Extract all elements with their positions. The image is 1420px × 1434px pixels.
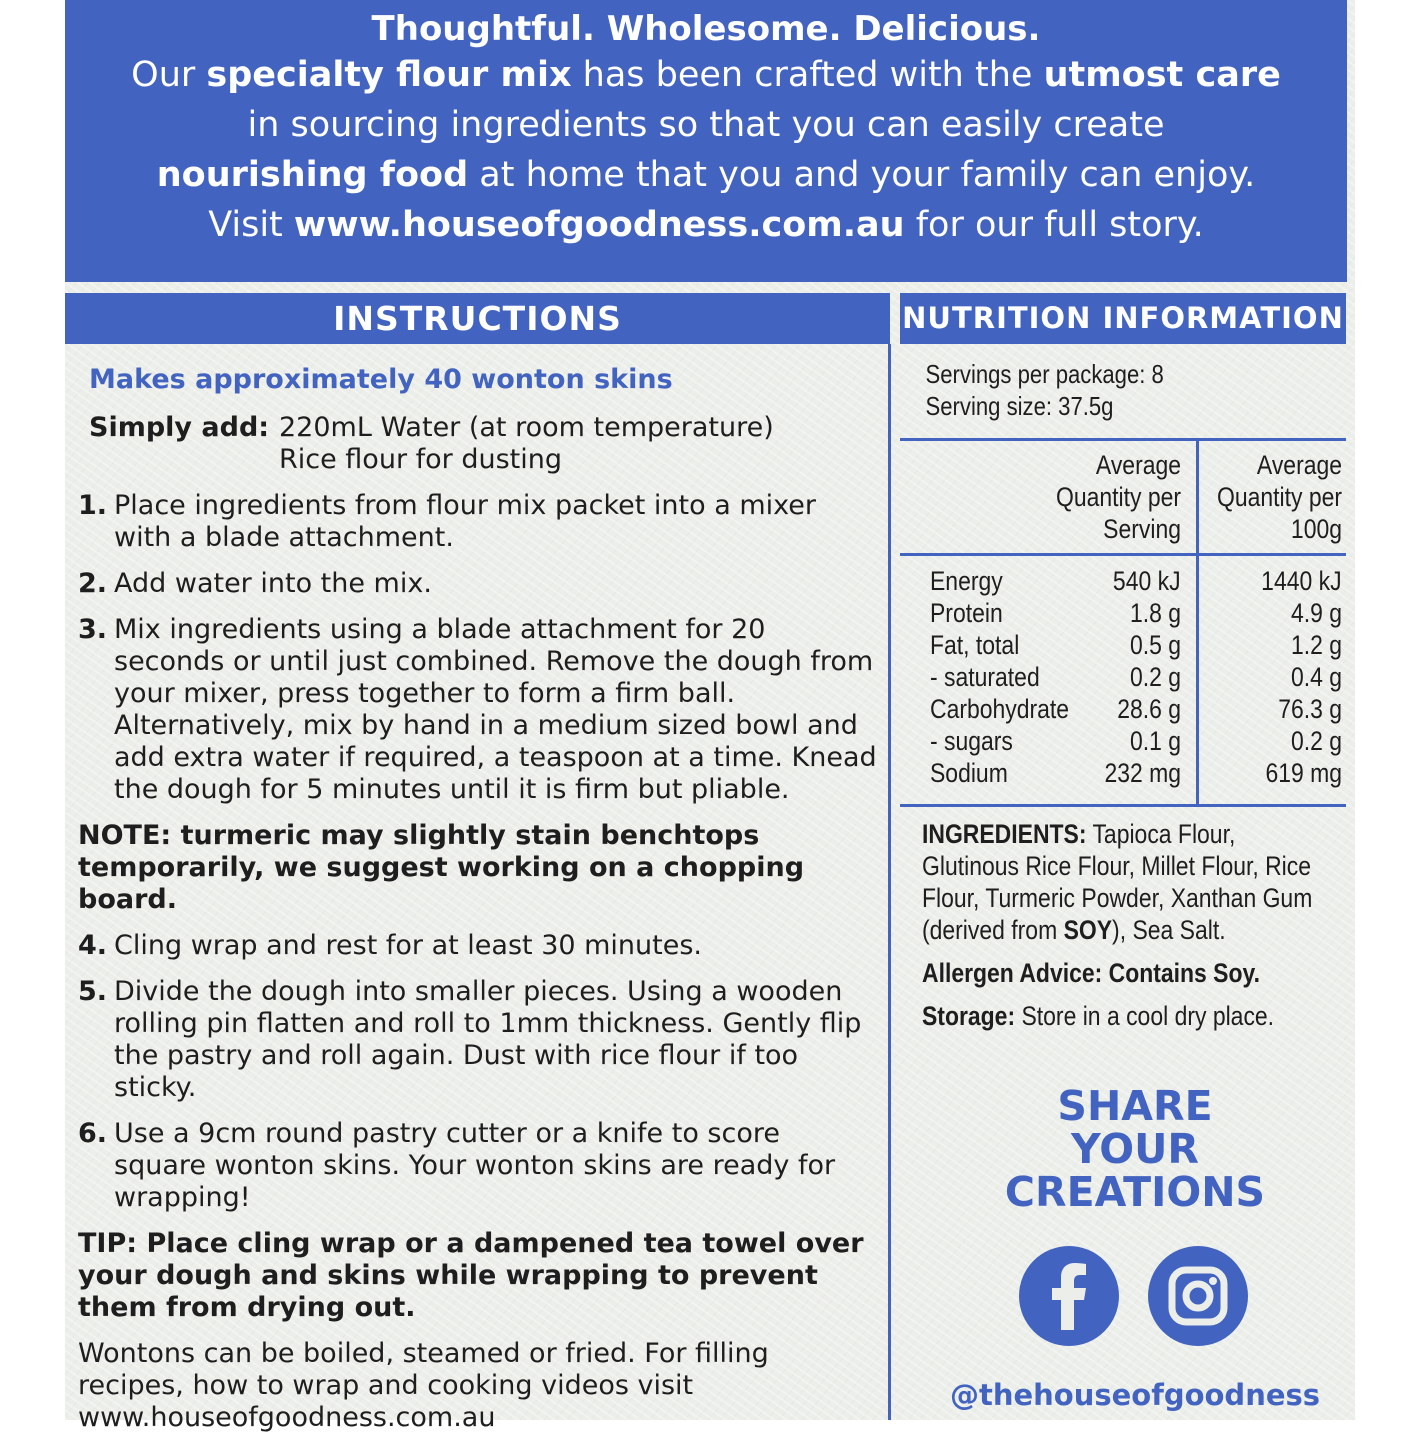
value-per-100g: 1440 kJ xyxy=(1261,566,1342,596)
value-per-serving: 28.6 g xyxy=(1117,694,1181,724)
simply-add-item: Rice flour for dusting xyxy=(279,444,562,475)
step-text: Use a 9cm round pastry cutter or a knife to score square wonton skins. Your wonton skins are ready for wrapping! xyxy=(114,1118,836,1213)
step-1 xyxy=(78,490,878,554)
step-2 xyxy=(78,568,878,600)
social-handle[interactable]: @thehouseofgoodness xyxy=(949,1378,1321,1412)
ingredients-list: Tapioca Flour, Glutinous Rice Flour, Millet Flour, Rice Flour, Turmeric Powder, Xanthan Gum (derived from xyxy=(922,819,1313,945)
yield-text: Makes approximately 40 wonton skins xyxy=(89,364,673,395)
banner-line-2: in sourcing ingredients so that you can easily create xyxy=(247,105,1165,145)
nutrient-name: Fat, total xyxy=(930,630,1020,660)
instagram-glyph xyxy=(1148,1246,1248,1346)
step-text: Place ingredients from flour mix packet into a mixer with a blade attachment. xyxy=(114,490,817,553)
value-per-serving: 232 mg xyxy=(1104,758,1181,788)
nutrition-rows xyxy=(900,565,1346,789)
header-line: Average xyxy=(1095,450,1181,480)
value-per-100g: 0.4 g xyxy=(1290,662,1342,692)
banner-text: at home that you and your family can enjoy. xyxy=(468,155,1256,195)
ingredients-text xyxy=(922,818,1330,946)
facebook-glyph xyxy=(1019,1246,1119,1346)
banner-text: for our full story. xyxy=(904,205,1204,245)
nutrition-section xyxy=(900,358,1346,1031)
table-row xyxy=(900,597,1346,629)
simply-add-item: 220mL Water (at room temperature) xyxy=(279,412,774,443)
storage-label: Storage: xyxy=(922,1001,1016,1031)
header-line: Serving xyxy=(1103,514,1181,544)
nutrient-name: - saturated xyxy=(930,662,1040,692)
tip-text: TIP: Place cling wrap or a dampened tea towel over your dough and skins while wrapping to prevent them from drying out. xyxy=(78,1228,864,1323)
value-per-100g: 76.3 g xyxy=(1278,694,1342,724)
value-per-100g: 1.2 g xyxy=(1290,630,1342,660)
share-line: CREATIONS xyxy=(1004,1168,1266,1216)
header-banner xyxy=(65,0,1347,282)
share-heading xyxy=(985,1082,1285,1216)
instructions-section xyxy=(78,360,878,1434)
simply-add-items xyxy=(279,412,774,476)
value-per-100g: 0.2 g xyxy=(1290,726,1342,756)
step-text: Divide the dough into smaller pieces. Using a wooden rolling pin flatten and roll to 1mm thickness. Gently flip the pastry and roll again. Dust with rice flour if too sticky. xyxy=(114,976,862,1103)
note-text: NOTE: turmeric may slightly stain benchtops temporarily, we suggest working on a chopping board. xyxy=(78,820,805,915)
value-per-serving: 540 kJ xyxy=(1113,566,1181,596)
value-per-serving: 0.5 g xyxy=(1129,630,1181,660)
nutrition-table xyxy=(900,438,1346,807)
banner-text-bold: specialty flour mix xyxy=(206,55,572,95)
ingredients-label: INGREDIENTS: xyxy=(922,819,1087,849)
header-line: 100g xyxy=(1290,514,1342,544)
step-4 xyxy=(78,930,878,962)
instagram-icon[interactable] xyxy=(1148,1246,1248,1346)
column-header-serving xyxy=(994,449,1181,545)
step-number: 6. xyxy=(78,1118,108,1149)
step-number: 1. xyxy=(78,490,108,521)
allergen-soy: SOY xyxy=(1063,915,1113,945)
table-row xyxy=(900,661,1346,693)
serving-size: Serving size: 37.5g xyxy=(925,391,1114,421)
facebook-icon[interactable] xyxy=(1019,1246,1119,1346)
share-line: SHARE xyxy=(1057,1082,1213,1130)
nutrient-name: - sugars xyxy=(930,726,1013,756)
banner-text-bold: nourishing food xyxy=(156,155,469,195)
banner-line-1 xyxy=(65,50,1347,100)
servings-per-package: Servings per package: 8 xyxy=(925,359,1164,389)
step-3 xyxy=(78,614,878,806)
column-divider xyxy=(888,344,891,1420)
step-text: Mix ingredients using a blade attachment for 20 seconds or until just combined. Remove the dough from your mixer, press together to form a firm ball. Alternatively, mix by hand in a medium sized bowl and add extra water if required, a teaspoon at a time. Knead the dough for 5 minutes until it is firm but pliable. xyxy=(114,614,877,805)
banner-line-3 xyxy=(65,150,1347,200)
banner-line-4 xyxy=(65,200,1347,250)
nutrition-heading: NUTRITION INFORMATION xyxy=(900,293,1346,344)
instructions-heading: INSTRUCTIONS xyxy=(65,293,890,344)
step-number: 5. xyxy=(78,976,108,1007)
table-row xyxy=(900,725,1346,757)
value-per-100g: 4.9 g xyxy=(1290,598,1342,628)
banner-text: Our xyxy=(131,55,207,95)
table-row xyxy=(900,565,1346,597)
storage-text xyxy=(922,1001,1274,1032)
website-link[interactable]: www.houseofgoodness.com.au xyxy=(293,205,905,245)
simply-add xyxy=(89,412,878,476)
banner-text: has been crafted with the xyxy=(571,55,1044,95)
value-per-100g: 619 mg xyxy=(1265,758,1342,788)
step-text: Cling wrap and rest for at least 30 minutes. xyxy=(114,930,703,961)
share-line: YOUR xyxy=(1071,1125,1199,1173)
step-number: 3. xyxy=(78,614,108,645)
step-text: Add water into the mix. xyxy=(114,568,432,599)
value-per-serving: 0.2 g xyxy=(1129,662,1181,692)
step-5 xyxy=(78,976,878,1104)
table-row xyxy=(900,757,1346,789)
allergen-advice: Allergen Advice: Contains Soy. xyxy=(922,958,1260,988)
header-line: Quantity per xyxy=(1216,482,1342,512)
banner-text: Visit xyxy=(208,205,294,245)
step-number: 2. xyxy=(78,568,108,599)
banner-headline: Thoughtful. Wholesome. Delicious. xyxy=(371,9,1041,49)
step-number: 4. xyxy=(78,930,108,961)
table-header-divider xyxy=(900,553,1346,556)
table-row xyxy=(900,693,1346,725)
nutrient-name: Protein xyxy=(930,598,1003,628)
closing-text: Wontons can be boiled, steamed or fried. For filling recipes, how to wrap and cooking videos visit www.houseofgoodness.com.au xyxy=(78,1338,769,1433)
ingredients-list-end: ), Sea Salt. xyxy=(1112,915,1226,945)
value-per-serving: 1.8 g xyxy=(1129,598,1181,628)
header-line: Quantity per xyxy=(1055,482,1181,512)
nutrient-name: Sodium xyxy=(930,758,1008,788)
value-per-serving: 0.1 g xyxy=(1129,726,1181,756)
column-header-100g xyxy=(1155,449,1342,545)
header-line: Average xyxy=(1256,450,1342,480)
step-6 xyxy=(78,1118,878,1214)
table-row xyxy=(900,629,1346,661)
nutrient-name: Energy xyxy=(930,566,1003,596)
storage-instructions: Store in a cool dry place. xyxy=(1015,1001,1275,1031)
nutrient-name: Carbohydrate xyxy=(930,694,1070,724)
banner-text-bold: utmost care xyxy=(1043,55,1281,95)
simply-add-label: Simply add: xyxy=(89,412,270,443)
